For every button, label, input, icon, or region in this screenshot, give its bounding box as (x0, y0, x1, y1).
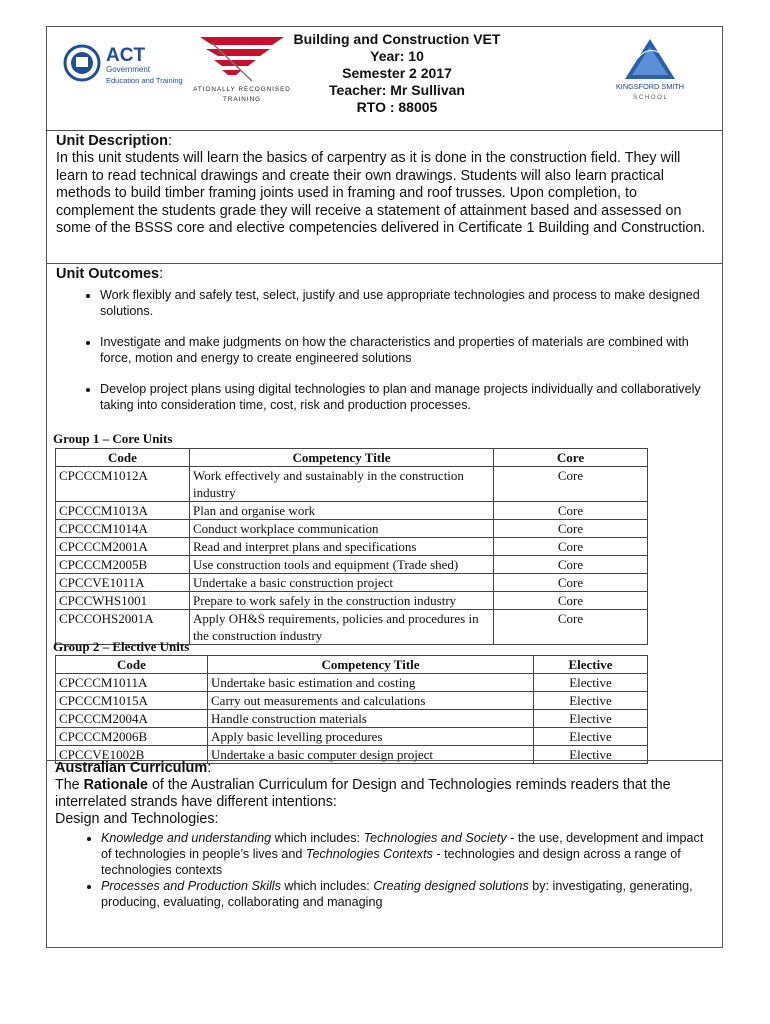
act-logo-line2: Education and Training (106, 76, 183, 85)
table-row (56, 538, 648, 556)
unit-type: Core (494, 574, 648, 592)
table-row (56, 592, 648, 610)
unit-code: CPCCWHS1001 (56, 592, 190, 610)
unit-code: CPCCCM2001A (56, 538, 190, 556)
table-row (56, 467, 648, 502)
unit-outcomes-section (56, 266, 716, 428)
course-title: Building and Construction VET (293, 31, 501, 47)
nrt-logo-line1: ATIONALLY RECOGNISED (193, 86, 291, 93)
act-logo-line1: Government (106, 65, 151, 74)
unit-type: Core (494, 538, 648, 556)
unit-title: Work effectively and sustainably in the construction industry (190, 467, 494, 502)
col-header-title: Competency Title (208, 656, 534, 674)
unit-code: CPCCCM1015A (56, 692, 208, 710)
unit-code: CPCCCM2006B (56, 728, 208, 746)
col-header-title: Competency Title (190, 449, 494, 467)
unit-type: Core (494, 502, 648, 520)
table-row (56, 674, 648, 692)
unit-title: Prepare to work safely in the construction industry (190, 592, 494, 610)
unit-title: Use construction tools and equipment (Trade shed) (190, 556, 494, 574)
unit-code: CPCCCM1011A (56, 674, 208, 692)
strand-item: • Processes and Production Skills which includes: Creating designed solutions by: investigating, generating, producing, evaluating, collaborating and managing (101, 878, 717, 910)
col-header-elective: Elective (534, 656, 648, 674)
unit-title: Read and interpret plans and specifications (190, 538, 494, 556)
table-header-row (56, 656, 648, 674)
unit-type: Elective (534, 746, 648, 764)
unit-title: Conduct workplace communication (190, 520, 494, 538)
kingsford-smith-school-logo (595, 35, 705, 103)
unit-type: Core (494, 610, 648, 645)
unit-code: CPCCVE1011A (56, 574, 190, 592)
core-units-table (55, 448, 648, 645)
unit-code: CPCCCM1014A (56, 520, 190, 538)
curriculum-intro: The Rationale of the Australian Curriculum for Design and Technologies reminds readers that the interrelated strands have different intentions: (55, 777, 671, 810)
curriculum-strands-list (55, 830, 717, 910)
unit-type: Elective (534, 710, 648, 728)
unit-title: Undertake a basic computer design project (208, 746, 534, 764)
unit-type: Core (494, 520, 648, 538)
group1-title: Group 1 – Core Units (53, 431, 173, 446)
table-row (56, 556, 648, 574)
ks-logo-sub: S C H O O L (633, 95, 667, 101)
table-row (56, 728, 648, 746)
table-row (56, 574, 648, 592)
table-row (56, 502, 648, 520)
group2-title: Group 2 – Elective Units (53, 639, 190, 654)
unit-type: Core (494, 592, 648, 610)
unit-description-text: In this unit students will learn the basics of carpentry as it is done in the construction field. They will learn to read technical drawings and create their own drawings. Students will also learn practical methods to build timber framing joints used in framing and roof trusses. Upon completion, to complement the students grade they will receive a statement of attainment based and assessed on some of the BSSS core and elective competencies delivered in Certificate 1 Building and Construction. (56, 150, 706, 236)
unit-outcomes-list (56, 287, 716, 413)
ks-logo-name: KINGSFORD SMITH (615, 82, 685, 91)
course-rto: RTO : 88005 (356, 99, 438, 115)
unit-code: CPCCCM2005B (56, 556, 190, 574)
unit-title: Apply basic levelling procedures (208, 728, 534, 746)
act-government-logo (62, 39, 192, 99)
unit-description-heading: Unit Description: (56, 133, 173, 149)
unit-title: Carry out measurements and calculations (208, 692, 534, 710)
outcome-item: • Investigate and make judgments on how the characteristics and properties of materials are combined with force, motion and energy to create engineered solutions (100, 334, 716, 366)
table-row (56, 710, 648, 728)
curriculum-heading: Australian Curriculum: (55, 760, 212, 776)
unit-type: Core (494, 556, 648, 574)
unit-type: Elective (534, 692, 648, 710)
col-header-code: Code (56, 449, 190, 467)
unit-code: CPCCCM1012A (56, 467, 190, 502)
unit-title: Plan and organise work (190, 502, 494, 520)
col-header-core: Core (494, 449, 648, 467)
unit-type: Elective (534, 728, 648, 746)
unit-title: Undertake a basic construction project (190, 574, 494, 592)
unit-code: CPCCOHS2001A (56, 610, 190, 645)
table-row (56, 520, 648, 538)
unit-type: Core (494, 467, 648, 502)
unit-type: Elective (534, 674, 648, 692)
unit-description-section (56, 133, 716, 238)
header (47, 27, 722, 131)
nrt-logo-line2: TRAINING (222, 96, 262, 103)
table-header-row (56, 449, 648, 467)
unit-code: CPCCCM1013A (56, 502, 190, 520)
strand-item: • Knowledge and understanding which includes: Technologies and Society - the use, development and impact of technologies in people’s lives and Technologies Contexts - technologies and design across a range of technologies contexts (101, 830, 717, 878)
elective-units-table (55, 655, 648, 764)
table-row (56, 692, 648, 710)
unit-title: Handle construction materials (208, 710, 534, 728)
course-header (287, 31, 507, 116)
course-year: Year: 10 (370, 48, 424, 64)
curriculum-subhead: Design and Technologies: (55, 811, 219, 827)
unit-title: Apply OH&S requirements, policies and procedures in the construction industry (190, 610, 494, 645)
unit-code: CPCCCM2004A (56, 710, 208, 728)
outcome-item: • Develop project plans using digital technologies to plan and manage projects individually and collaboratively taking into consideration time, cost, risk and production processes. (100, 381, 716, 413)
course-teacher: Teacher: Mr Sullivan (329, 82, 465, 98)
act-logo-name: ACT (106, 45, 146, 66)
australian-curriculum-section (55, 760, 717, 910)
nationally-recognised-training-logo (192, 29, 292, 105)
unit-title: Undertake basic estimation and costing (208, 674, 534, 692)
outcome-item: • Work flexibly and safely test, select, justify and use appropriate technologies and process to make designed solutions. (100, 287, 716, 319)
col-header-code: Code (56, 656, 208, 674)
unit-outcomes-heading: Unit Outcomes: (56, 266, 164, 282)
unit-code: CPCCVE1002B (56, 746, 208, 764)
course-semester: Semester 2 2017 (342, 65, 452, 81)
document-frame (46, 26, 723, 948)
section-divider (47, 263, 722, 264)
